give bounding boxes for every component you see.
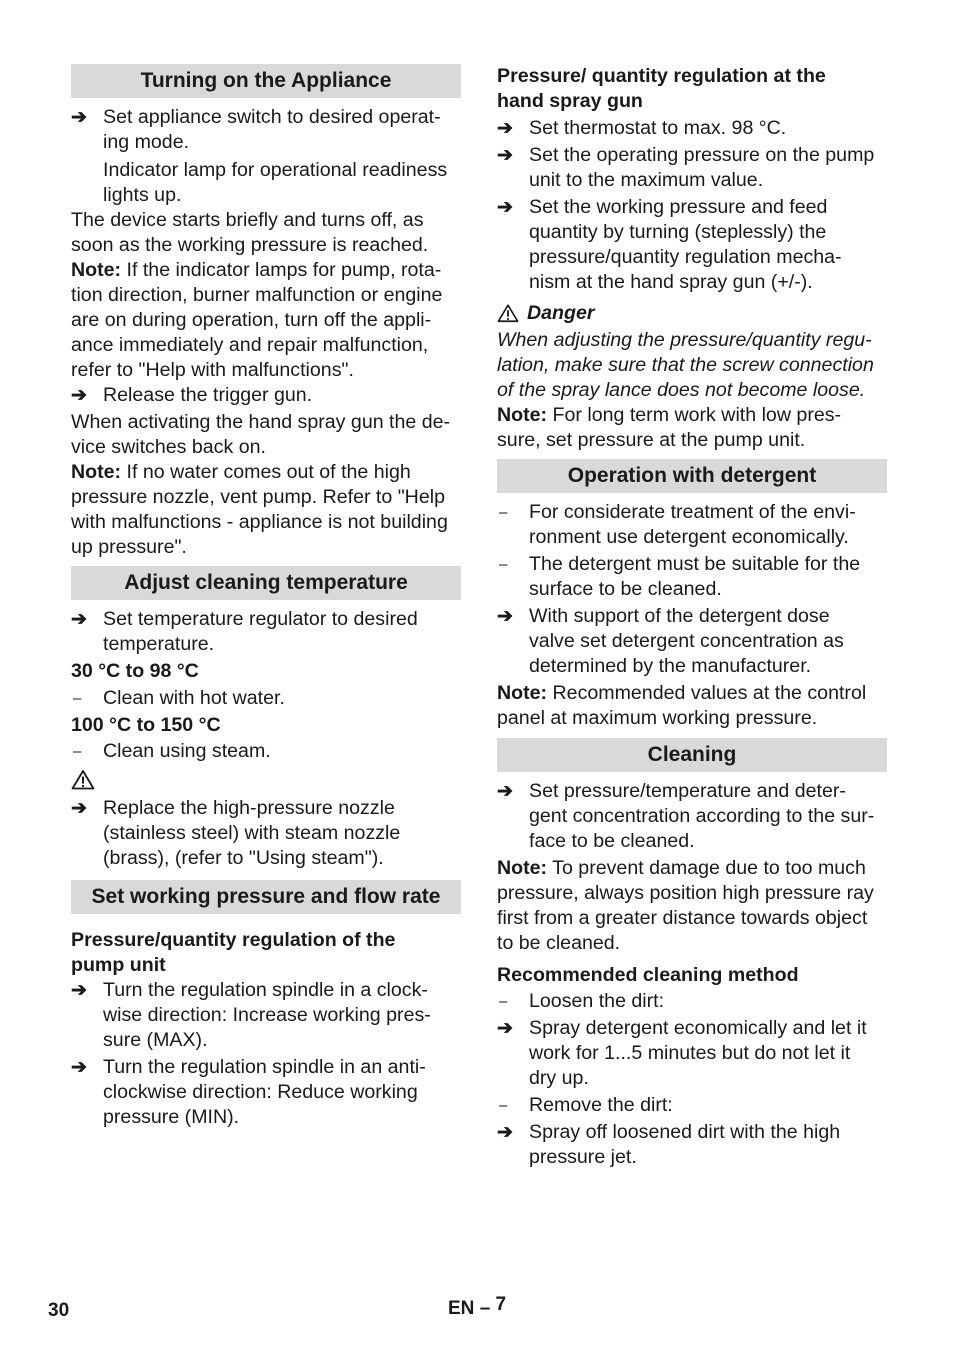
- text-line: lation, make sure that the screw connection: [497, 354, 874, 376]
- text-line: work for 1...5 minutes but do not let it: [529, 1042, 851, 1064]
- text-line: sure, set pressure at the pump unit.: [497, 429, 806, 451]
- text-line: with malfunctions - appliance is not building: [71, 511, 448, 533]
- text-line: Replace the high-pressure nozzle: [103, 797, 395, 819]
- section-title-turning-on: Turning on the Appliance: [71, 64, 461, 98]
- text-line: Set the working pressure and feed: [529, 196, 828, 218]
- text-line: tion direction, burner malfunction or engine: [71, 284, 443, 306]
- text-line: Set temperature regulator to desired: [103, 608, 418, 630]
- temperature-range-heading: 30 °C to 98 °C: [71, 660, 199, 682]
- text-line: sure (MAX).: [103, 1029, 208, 1051]
- text-line: ronment use detergent economically.: [529, 526, 849, 548]
- text-line: pressure nozzle, vent pump. Refer to "Help: [71, 486, 445, 508]
- step-anticlockwise: [71, 1055, 461, 1130]
- arrow-right-icon: ➔: [71, 798, 87, 819]
- left-column: [71, 64, 461, 1130]
- arrow-right-icon: ➔: [497, 118, 513, 139]
- text-line: to be cleaned.: [497, 932, 621, 954]
- step-operating-pressure: [497, 143, 887, 193]
- text-line: nism at the hand spray gun (+/-).: [529, 271, 813, 293]
- step-detergent-dose: [497, 604, 887, 679]
- text-line: Spray detergent economically and let it: [529, 1017, 867, 1039]
- list-item: [497, 500, 887, 550]
- text-line: If the indicator lamps for pump, rota-: [121, 259, 442, 281]
- right-column: [497, 64, 887, 1170]
- step-thermostat: [497, 116, 887, 141]
- text-line: To prevent damage due to too much: [547, 857, 866, 879]
- note-label: Note:: [71, 259, 122, 281]
- note-paragraph: [71, 258, 461, 283]
- list-item: [71, 739, 461, 764]
- text-line: Loosen the dirt:: [529, 990, 665, 1012]
- dash-bullet: –: [499, 504, 508, 521]
- text-line: When activating the hand spray gun the de-: [71, 411, 451, 433]
- step-set-temperature: [71, 607, 461, 657]
- text-line: pressure, always position high pressure ray: [497, 882, 874, 904]
- text-line: Set pressure/temperature and deter-: [529, 780, 846, 802]
- subheading: Pressure/quantity regulation of the: [71, 929, 396, 951]
- text-line: (brass), (refer to "Using steam").: [103, 847, 384, 869]
- step-replace-nozzle: [71, 796, 461, 871]
- text-line: valve set detergent concentration as: [529, 630, 844, 652]
- text-line: Set thermostat to max. 98 °C.: [529, 117, 787, 139]
- arrow-right-icon: ➔: [71, 1057, 87, 1078]
- section-title-working-pressure: Set working pressure and flow rate: [71, 880, 461, 914]
- note-label: Note:: [71, 461, 122, 483]
- text-line: With support of the detergent dose: [529, 605, 830, 627]
- list-item: [71, 686, 461, 711]
- text-line: The detergent must be suitable for the: [529, 553, 861, 575]
- list-item: [497, 552, 887, 602]
- danger-heading: [497, 298, 887, 328]
- step-spray-detergent: [497, 1016, 887, 1091]
- text-line: up pressure".: [71, 536, 187, 558]
- text-line: determined by the manufacturer.: [529, 655, 812, 677]
- sub-page-number: 7: [495, 1294, 507, 1315]
- text-line: vice switches back on.: [71, 436, 266, 458]
- arrow-right-icon: ➔: [497, 606, 513, 627]
- text-line: panel at maximum working pressure.: [497, 707, 818, 729]
- warning-row: [71, 764, 461, 794]
- step-spray-off: [497, 1120, 887, 1170]
- arrow-right-icon: ➔: [71, 107, 87, 128]
- text-line: lights up.: [103, 184, 182, 206]
- text-line: If no water comes out of the high: [121, 461, 411, 483]
- page-number: 30: [48, 1300, 70, 1321]
- step-set-pressure-temperature: [497, 779, 887, 854]
- text-line: surface to be cleaned.: [529, 578, 722, 600]
- text-line: Release the trigger gun.: [103, 384, 313, 406]
- note-label: Note:: [497, 404, 548, 426]
- note-label: Note:: [497, 682, 548, 704]
- section-title-cleaning: Cleaning: [497, 738, 887, 772]
- step-set-switch: [71, 105, 461, 155]
- text-line: wise direction: Increase working pres-: [103, 1004, 431, 1026]
- note-label: Note:: [497, 857, 548, 879]
- section-title-cleaning-temperature: Adjust cleaning temperature: [71, 566, 461, 600]
- text-line: of the spray lance does not become loose.: [497, 379, 866, 401]
- text-line: Clean with hot water.: [103, 687, 285, 709]
- dash-bullet: –: [73, 690, 82, 707]
- text-line: Spray off loosened dirt with the high: [529, 1121, 841, 1143]
- warning-triangle-icon: [497, 303, 519, 323]
- text-line: (stainless steel) with steam nozzle: [103, 822, 401, 844]
- text-line: pressure jet.: [529, 1146, 637, 1168]
- temperature-range-heading: 100 °C to 150 °C: [71, 714, 221, 736]
- text-line: Clean using steam.: [103, 740, 271, 762]
- text-line: quantity by turning (steplessly) the: [529, 221, 827, 243]
- note-paragraph: [497, 856, 887, 881]
- warning-triangle-icon: [71, 769, 95, 790]
- list-item: [497, 989, 887, 1014]
- subheading: Pressure/ quantity regulation at the: [497, 65, 826, 87]
- arrow-right-icon: ➔: [497, 145, 513, 166]
- dash-bullet: –: [499, 556, 508, 573]
- text-line: refer to "Help with malfunctions".: [71, 359, 354, 381]
- subheading: Recommended cleaning method: [497, 964, 799, 986]
- text-line: Turn the regulation spindle in a clock-: [103, 979, 428, 1001]
- note-paragraph: [497, 403, 887, 428]
- text-line: pressure (MIN).: [103, 1106, 240, 1128]
- step-release-trigger: [71, 383, 461, 408]
- arrow-right-icon: ➔: [71, 385, 87, 406]
- dash-bullet: –: [499, 993, 508, 1010]
- text-line: Indicator lamp for operational readiness: [103, 159, 448, 181]
- text-line: ance immediately and repair malfunction,: [71, 334, 429, 356]
- text-line: When adjusting the pressure/quantity regu-: [497, 329, 872, 351]
- text-line: unit to the maximum value.: [529, 169, 764, 191]
- list-item: [497, 1093, 887, 1118]
- text-line: dry up.: [529, 1067, 589, 1089]
- dash-bullet: –: [73, 743, 82, 760]
- subheading: hand spray gun: [497, 90, 643, 112]
- danger-label: Danger: [527, 301, 595, 324]
- text-line: Set the operating pressure on the pump: [529, 144, 875, 166]
- arrow-right-icon: ➔: [497, 1122, 513, 1143]
- text-line: are on during operation, turn off the appli-: [71, 309, 432, 331]
- step-clockwise: [71, 978, 461, 1053]
- arrow-right-icon: ➔: [71, 980, 87, 1001]
- text-line: For considerate treatment of the envi-: [529, 501, 856, 523]
- note-paragraph: [497, 681, 887, 706]
- language-code: EN: [448, 1298, 475, 1319]
- page-label: [448, 1296, 506, 1321]
- text-line: pressure/quantity regulation mecha-: [529, 246, 842, 268]
- dash-bullet: –: [499, 1097, 508, 1114]
- text-line: temperature.: [103, 633, 215, 655]
- note-paragraph: [71, 460, 461, 485]
- arrow-right-icon: ➔: [497, 197, 513, 218]
- subheading: pump unit: [71, 954, 166, 976]
- text-line: The device starts briefly and turns off, as: [71, 209, 424, 231]
- text-line: Remove the dirt:: [529, 1094, 673, 1116]
- text-line: soon as the working pressure is reached.: [71, 234, 429, 256]
- text-line: first from a greater distance towards object: [497, 907, 868, 929]
- arrow-right-icon: ➔: [497, 1018, 513, 1039]
- text-line: clockwise direction: Reduce working: [103, 1081, 418, 1103]
- text-line: Set appliance switch to desired operat-: [103, 106, 441, 128]
- separator: –: [479, 1298, 491, 1319]
- indicator-note: [71, 158, 461, 208]
- text-line: For long term work with low pres-: [547, 404, 842, 426]
- text-line: gent concentration according to the sur-: [529, 805, 875, 827]
- text-line: ing mode.: [103, 131, 190, 153]
- text-line: Recommended values at the control: [547, 682, 867, 704]
- section-title-detergent: Operation with detergent: [497, 459, 887, 493]
- step-working-pressure: [497, 195, 887, 295]
- text-line: face to be cleaned.: [529, 830, 695, 852]
- arrow-right-icon: ➔: [71, 609, 87, 630]
- text-line: Turn the regulation spindle in an anti-: [103, 1056, 426, 1078]
- arrow-right-icon: ➔: [497, 781, 513, 802]
